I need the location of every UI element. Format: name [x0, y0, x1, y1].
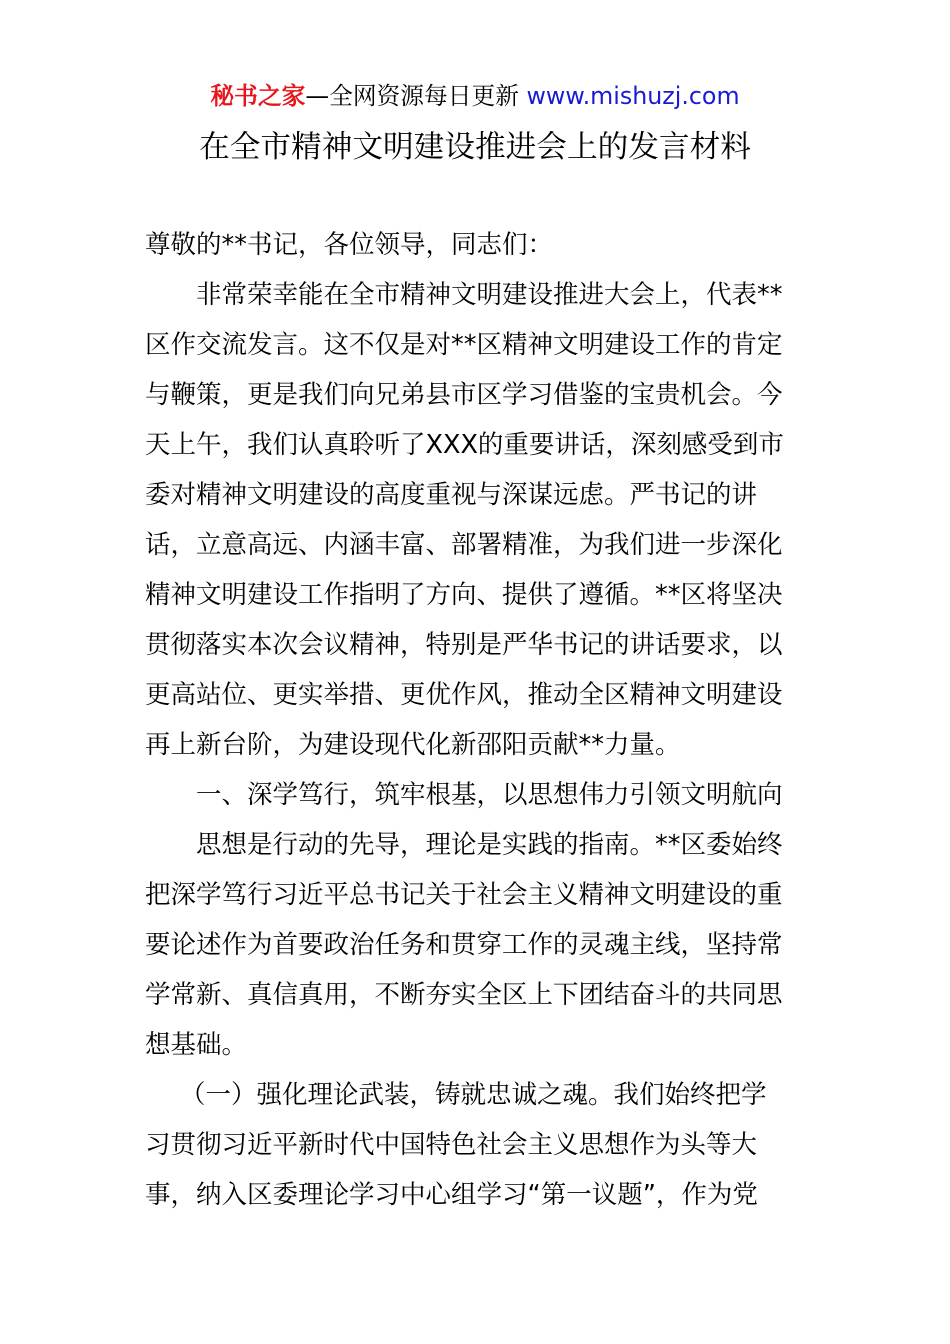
site-url-link[interactable]: www.mishuzj.com: [526, 82, 740, 110]
document-title: 在全市精神文明建设推进会上的发言材料: [199, 130, 751, 165]
body-line: 事，纳入区委理论学习中心组学习“第一议题”，作为党: [145, 1180, 758, 1210]
body-line: 把深学笃行习近平总书记关于社会主义精神文明建设的重: [145, 880, 783, 910]
body-line: 话，立意高远、内涵丰富、部署精准，为我们进一步深化: [145, 530, 783, 560]
body-line: 委对精神文明建设的高度重视与深谋远虑。严书记的讲: [145, 480, 758, 510]
body-line: 想基础。: [145, 1030, 248, 1060]
site-header: [0, 78, 950, 114]
body-line: 尊敬的**书记，各位领导，同志们：: [145, 230, 554, 260]
body-line: 要论述作为首要政治任务和贯穿工作的灵魂主线，坚持常: [145, 930, 783, 960]
body-line: 思想是行动的先导，理论是实践的指南。**区委始终: [196, 830, 783, 860]
body-line: 天上午，我们认真聆听了XXX的重要讲话，深刻感受到市: [145, 430, 784, 460]
body-line: （一）强化理论武装，铸就忠诚之魂。我们始终把学: [180, 1080, 767, 1110]
section-heading: 一、深学笃行，筑牢根基，以思想伟力引领文明航向: [196, 780, 783, 810]
body-line: 精神文明建设工作指明了方向、提供了遵循。**区将坚决: [145, 580, 783, 610]
body-line: 非常荣幸能在全市精神文明建设推进大会上，代表**: [196, 280, 783, 310]
body-line: 习贯彻习近平新时代中国特色社会主义思想作为头等大: [145, 1130, 758, 1160]
body-line: 与鞭策，更是我们向兄弟县市区学习借鉴的宝贵机会。今: [145, 380, 783, 410]
body-line: 再上新台阶，为建设现代化新邵阳贡献**力量。: [145, 730, 681, 760]
body-line: 学常新、真信真用，不断夯实全区上下团结奋斗的共同思: [145, 980, 783, 1010]
body-line: 贯彻落实本次会议精神，特别是严华书记的讲话要求，以: [145, 630, 783, 660]
body-line: 区作交流发言。这不仅是对**区精神文明建设工作的肯定: [145, 330, 783, 360]
body-line: 更高站位、更实举措、更优作风，推动全区精神文明建设: [145, 680, 783, 710]
site-brand: 秘书之家: [210, 82, 306, 110]
site-tagline: —全网资源每日更新: [305, 82, 519, 110]
